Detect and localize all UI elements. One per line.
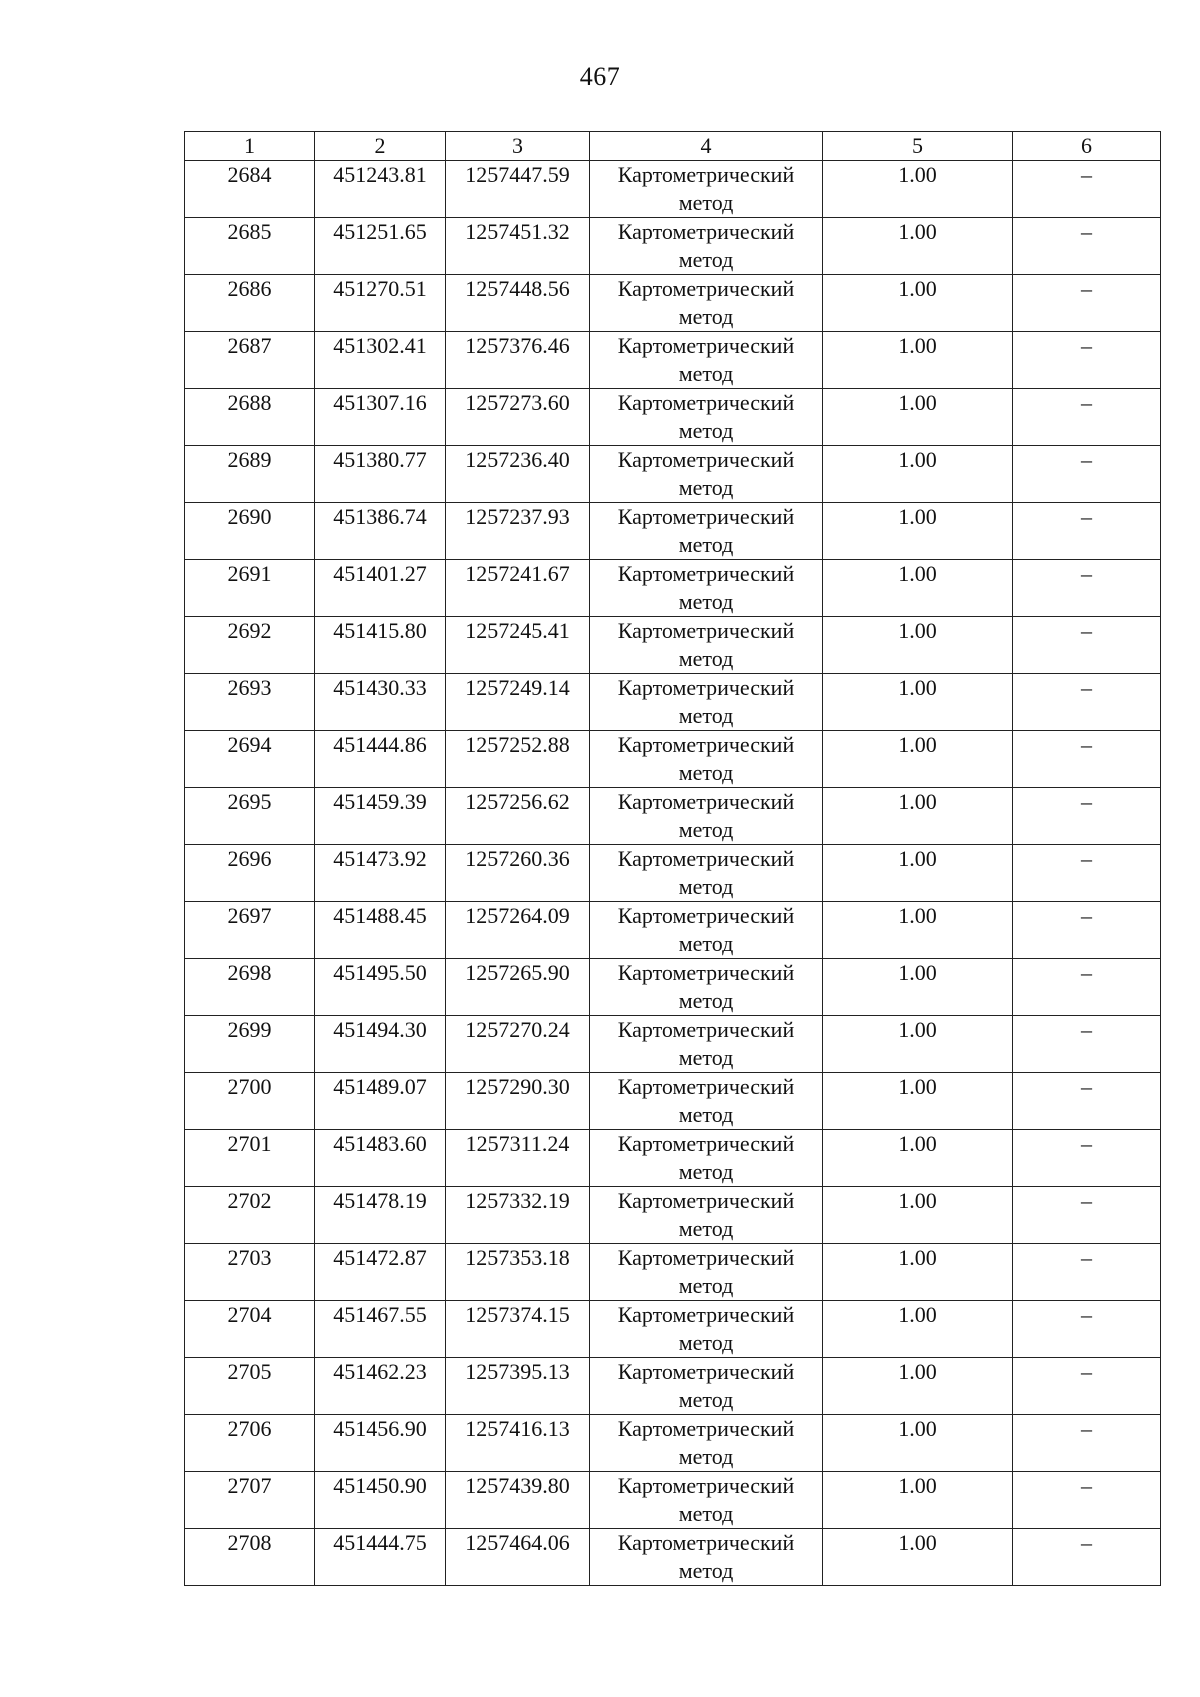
- table-row: [185, 788, 1161, 845]
- point-number-cell: 2696: [185, 845, 315, 902]
- note-dash: –: [1081, 1302, 1092, 1327]
- method-text-line-2: метод: [678, 304, 734, 329]
- note-dash: –: [1081, 1131, 1092, 1156]
- table-row: [185, 161, 1161, 218]
- method-cell: [590, 1472, 823, 1529]
- method-text-line-2: метод: [678, 418, 734, 443]
- method-text-line-2: метод: [678, 1102, 734, 1127]
- y-coordinate-cell: 1257252.88: [446, 731, 590, 788]
- accuracy-cell: 1.00: [823, 902, 1013, 959]
- note-cell: [1013, 617, 1161, 674]
- note-cell: [1013, 1358, 1161, 1415]
- note-cell: [1013, 1472, 1161, 1529]
- column-header-6: 6: [1013, 132, 1161, 161]
- y-coordinate-cell: 1257439.80: [446, 1472, 590, 1529]
- method-cell: [590, 218, 823, 275]
- method-cell: [590, 788, 823, 845]
- method-text-line-1: Картометрический: [617, 675, 795, 700]
- accuracy-cell: 1.00: [823, 1301, 1013, 1358]
- method-cell: [590, 845, 823, 902]
- y-coordinate-cell: 1257256.62: [446, 788, 590, 845]
- table-row: [185, 731, 1161, 788]
- accuracy-cell: 1.00: [823, 617, 1013, 674]
- point-number-cell: 2694: [185, 731, 315, 788]
- y-coordinate-cell: 1257273.60: [446, 389, 590, 446]
- note-dash: –: [1081, 1473, 1092, 1498]
- x-coordinate-cell: 451488.45: [315, 902, 446, 959]
- x-coordinate-cell: 451270.51: [315, 275, 446, 332]
- method-text-line-1: Картометрический: [617, 1188, 795, 1213]
- note-cell: [1013, 902, 1161, 959]
- table-row: [185, 959, 1161, 1016]
- x-coordinate-cell: 451462.23: [315, 1358, 446, 1415]
- x-coordinate-cell: 451444.86: [315, 731, 446, 788]
- x-coordinate-cell: 451243.81: [315, 161, 446, 218]
- method-text-line-1: Картометрический: [617, 1416, 795, 1441]
- note-dash: –: [1081, 1530, 1092, 1555]
- method-cell: [590, 1130, 823, 1187]
- method-text-line-2: метод: [678, 532, 734, 557]
- y-coordinate-cell: 1257290.30: [446, 1073, 590, 1130]
- note-cell: [1013, 161, 1161, 218]
- note-cell: [1013, 1130, 1161, 1187]
- point-number-cell: 2687: [185, 332, 315, 389]
- note-dash: –: [1081, 276, 1092, 301]
- method-text-line-1: Картометрический: [617, 561, 795, 586]
- method-text-line-1: Картометрический: [617, 219, 795, 244]
- note-cell: [1013, 332, 1161, 389]
- method-text-line-2: метод: [678, 988, 734, 1013]
- accuracy-cell: 1.00: [823, 1130, 1013, 1187]
- method-text-line-2: метод: [678, 1159, 734, 1184]
- note-cell: [1013, 1301, 1161, 1358]
- point-number-cell: 2689: [185, 446, 315, 503]
- x-coordinate-cell: 451473.92: [315, 845, 446, 902]
- note-cell: [1013, 1016, 1161, 1073]
- x-coordinate-cell: 451489.07: [315, 1073, 446, 1130]
- method-text-line-1: Картометрический: [617, 960, 795, 985]
- table-row: [185, 275, 1161, 332]
- point-number-cell: 2698: [185, 959, 315, 1016]
- method-text-line-2: метод: [678, 1330, 734, 1355]
- method-text-line-2: метод: [678, 646, 734, 671]
- point-number-cell: 2688: [185, 389, 315, 446]
- y-coordinate-cell: 1257265.90: [446, 959, 590, 1016]
- method-text-line-2: метод: [678, 589, 734, 614]
- note-dash: –: [1081, 504, 1092, 529]
- x-coordinate-cell: 451444.75: [315, 1529, 446, 1586]
- accuracy-cell: 1.00: [823, 332, 1013, 389]
- note-dash: –: [1081, 675, 1092, 700]
- note-cell: [1013, 1529, 1161, 1586]
- x-coordinate-cell: 451307.16: [315, 389, 446, 446]
- x-coordinate-cell: 451494.30: [315, 1016, 446, 1073]
- method-cell: [590, 332, 823, 389]
- method-text-line-2: метод: [678, 817, 734, 842]
- method-cell: [590, 1073, 823, 1130]
- note-dash: –: [1081, 618, 1092, 643]
- method-cell: [590, 1415, 823, 1472]
- table-row: [185, 902, 1161, 959]
- table-row: [185, 1244, 1161, 1301]
- note-cell: [1013, 389, 1161, 446]
- point-number-cell: 2702: [185, 1187, 315, 1244]
- accuracy-cell: 1.00: [823, 1187, 1013, 1244]
- note-cell: [1013, 446, 1161, 503]
- point-number-cell: 2706: [185, 1415, 315, 1472]
- method-cell: [590, 389, 823, 446]
- note-cell: [1013, 674, 1161, 731]
- method-text-line-2: метод: [678, 931, 734, 956]
- table-row: [185, 1358, 1161, 1415]
- method-text-line-1: Картометрический: [617, 732, 795, 757]
- method-text-line-1: Картометрический: [617, 903, 795, 928]
- accuracy-cell: 1.00: [823, 560, 1013, 617]
- accuracy-cell: 1.00: [823, 1358, 1013, 1415]
- point-number-cell: 2697: [185, 902, 315, 959]
- note-dash: –: [1081, 162, 1092, 187]
- x-coordinate-cell: 451467.55: [315, 1301, 446, 1358]
- method-cell: [590, 446, 823, 503]
- method-text-line-2: метод: [678, 190, 734, 215]
- method-text-line-1: Картометрический: [617, 447, 795, 472]
- accuracy-cell: 1.00: [823, 446, 1013, 503]
- page-number: 467: [579, 62, 621, 91]
- method-cell: [590, 731, 823, 788]
- method-cell: [590, 1016, 823, 1073]
- method-text-line-2: метод: [678, 1045, 734, 1070]
- method-cell: [590, 1358, 823, 1415]
- table-row: [185, 560, 1161, 617]
- column-header-2: 2: [315, 132, 446, 161]
- column-header-4: 4: [590, 132, 823, 161]
- y-coordinate-cell: 1257416.13: [446, 1415, 590, 1472]
- point-number-cell: 2699: [185, 1016, 315, 1073]
- accuracy-cell: 1.00: [823, 1016, 1013, 1073]
- method-cell: [590, 959, 823, 1016]
- method-text-line-2: метод: [678, 475, 734, 500]
- method-text-line-1: Картометрический: [617, 618, 795, 643]
- note-cell: [1013, 845, 1161, 902]
- method-cell: [590, 275, 823, 332]
- method-text-line-1: Картометрический: [617, 504, 795, 529]
- y-coordinate-cell: 1257236.40: [446, 446, 590, 503]
- accuracy-cell: 1.00: [823, 1472, 1013, 1529]
- method-cell: [590, 1244, 823, 1301]
- method-text-line-1: Картометрический: [617, 1074, 795, 1099]
- note-dash: –: [1081, 732, 1092, 757]
- method-text-line-2: метод: [678, 361, 734, 386]
- point-number-cell: 2684: [185, 161, 315, 218]
- y-coordinate-cell: 1257249.14: [446, 674, 590, 731]
- y-coordinate-cell: 1257376.46: [446, 332, 590, 389]
- note-cell: [1013, 218, 1161, 275]
- note-dash: –: [1081, 333, 1092, 358]
- point-number-cell: 2704: [185, 1301, 315, 1358]
- accuracy-cell: 1.00: [823, 845, 1013, 902]
- method-text-line-2: метод: [678, 703, 734, 728]
- column-header-1: 1: [185, 132, 315, 161]
- method-cell: [590, 560, 823, 617]
- x-coordinate-cell: 451251.65: [315, 218, 446, 275]
- note-cell: [1013, 788, 1161, 845]
- note-dash: –: [1081, 1245, 1092, 1270]
- table-row: [185, 446, 1161, 503]
- table-row: [185, 332, 1161, 389]
- accuracy-cell: 1.00: [823, 731, 1013, 788]
- note-cell: [1013, 1244, 1161, 1301]
- method-text-line-1: Картометрический: [617, 1131, 795, 1156]
- method-cell: [590, 674, 823, 731]
- table-header: [185, 132, 1161, 161]
- x-coordinate-cell: 451450.90: [315, 1472, 446, 1529]
- y-coordinate-cell: 1257241.67: [446, 560, 590, 617]
- y-coordinate-cell: 1257448.56: [446, 275, 590, 332]
- table-row: [185, 1073, 1161, 1130]
- method-text-line-1: Картометрический: [617, 1017, 795, 1042]
- method-text-line-1: Картометрический: [617, 1245, 795, 1270]
- table-row: [185, 1472, 1161, 1529]
- table-row: [185, 617, 1161, 674]
- method-text-line-2: метод: [678, 1501, 734, 1526]
- method-text-line-2: метод: [678, 1558, 734, 1583]
- note-dash: –: [1081, 1416, 1092, 1441]
- point-number-cell: 2690: [185, 503, 315, 560]
- column-header-3: 3: [446, 132, 590, 161]
- table-row: [185, 674, 1161, 731]
- method-cell: [590, 1187, 823, 1244]
- y-coordinate-cell: 1257237.93: [446, 503, 590, 560]
- method-cell: [590, 617, 823, 674]
- y-coordinate-cell: 1257311.24: [446, 1130, 590, 1187]
- note-dash: –: [1081, 1074, 1092, 1099]
- table-body: [185, 161, 1161, 1586]
- accuracy-cell: 1.00: [823, 275, 1013, 332]
- note-dash: –: [1081, 219, 1092, 244]
- x-coordinate-cell: 451401.27: [315, 560, 446, 617]
- method-text-line-1: Картометрический: [617, 1473, 795, 1498]
- note-dash: –: [1081, 447, 1092, 472]
- y-coordinate-cell: 1257353.18: [446, 1244, 590, 1301]
- header-row: [185, 132, 1161, 161]
- y-coordinate-cell: 1257260.36: [446, 845, 590, 902]
- y-coordinate-cell: 1257264.09: [446, 902, 590, 959]
- y-coordinate-cell: 1257374.15: [446, 1301, 590, 1358]
- note-cell: [1013, 1415, 1161, 1472]
- note-dash: –: [1081, 789, 1092, 814]
- y-coordinate-cell: 1257451.32: [446, 218, 590, 275]
- column-header-5: 5: [823, 132, 1013, 161]
- x-coordinate-cell: 451472.87: [315, 1244, 446, 1301]
- y-coordinate-cell: 1257332.19: [446, 1187, 590, 1244]
- method-text-line-2: метод: [678, 874, 734, 899]
- note-cell: [1013, 275, 1161, 332]
- table-row: [185, 1529, 1161, 1586]
- point-number-cell: 2700: [185, 1073, 315, 1130]
- note-cell: [1013, 1187, 1161, 1244]
- accuracy-cell: 1.00: [823, 674, 1013, 731]
- x-coordinate-cell: 451380.77: [315, 446, 446, 503]
- method-text-line-2: метод: [678, 247, 734, 272]
- accuracy-cell: 1.00: [823, 1529, 1013, 1586]
- method-text-line-1: Картометрический: [617, 789, 795, 814]
- point-number-cell: 2701: [185, 1130, 315, 1187]
- x-coordinate-cell: 451456.90: [315, 1415, 446, 1472]
- table-row: [185, 1130, 1161, 1187]
- x-coordinate-cell: 451430.33: [315, 674, 446, 731]
- x-coordinate-cell: 451459.39: [315, 788, 446, 845]
- accuracy-cell: 1.00: [823, 959, 1013, 1016]
- table-row: [185, 218, 1161, 275]
- point-number-cell: 2707: [185, 1472, 315, 1529]
- method-text-line-2: метод: [678, 1216, 734, 1241]
- note-cell: [1013, 731, 1161, 788]
- method-text-line-1: Картометрический: [617, 390, 795, 415]
- table-row: [185, 503, 1161, 560]
- table-row: [185, 1301, 1161, 1358]
- method-text-line-1: Картометрический: [617, 1302, 795, 1327]
- table-row: [185, 1415, 1161, 1472]
- point-number-cell: 2685: [185, 218, 315, 275]
- method-text-line-1: Картометрический: [617, 162, 795, 187]
- point-number-cell: 2695: [185, 788, 315, 845]
- y-coordinate-cell: 1257270.24: [446, 1016, 590, 1073]
- y-coordinate-cell: 1257395.13: [446, 1358, 590, 1415]
- point-number-cell: 2705: [185, 1358, 315, 1415]
- point-number-cell: 2692: [185, 617, 315, 674]
- method-text-line-1: Картометрический: [617, 1530, 795, 1555]
- x-coordinate-cell: 451386.74: [315, 503, 446, 560]
- note-dash: –: [1081, 1017, 1092, 1042]
- point-number-cell: 2708: [185, 1529, 315, 1586]
- y-coordinate-cell: 1257245.41: [446, 617, 590, 674]
- note-cell: [1013, 560, 1161, 617]
- point-number-cell: 2686: [185, 275, 315, 332]
- table-row: [185, 845, 1161, 902]
- note-dash: –: [1081, 561, 1092, 586]
- method-text-line-1: Картометрический: [617, 333, 795, 358]
- method-cell: [590, 161, 823, 218]
- note-dash: –: [1081, 1188, 1092, 1213]
- note-cell: [1013, 503, 1161, 560]
- accuracy-cell: 1.00: [823, 161, 1013, 218]
- note-dash: –: [1081, 903, 1092, 928]
- point-number-cell: 2703: [185, 1244, 315, 1301]
- point-number-cell: 2693: [185, 674, 315, 731]
- method-cell: [590, 1301, 823, 1358]
- accuracy-cell: 1.00: [823, 389, 1013, 446]
- method-text-line-2: метод: [678, 760, 734, 785]
- accuracy-cell: 1.00: [823, 788, 1013, 845]
- y-coordinate-cell: 1257447.59: [446, 161, 590, 218]
- accuracy-cell: 1.00: [823, 218, 1013, 275]
- method-cell: [590, 902, 823, 959]
- method-cell: [590, 503, 823, 560]
- accuracy-cell: 1.00: [823, 1415, 1013, 1472]
- method-text-line-1: Картометрический: [617, 846, 795, 871]
- method-text-line-2: метод: [678, 1444, 734, 1469]
- accuracy-cell: 1.00: [823, 503, 1013, 560]
- coordinates-table: [184, 131, 1161, 1586]
- method-text-line-2: метод: [678, 1387, 734, 1412]
- x-coordinate-cell: 451415.80: [315, 617, 446, 674]
- x-coordinate-cell: 451302.41: [315, 332, 446, 389]
- table-row: [185, 1016, 1161, 1073]
- x-coordinate-cell: 451483.60: [315, 1130, 446, 1187]
- table-row: [185, 389, 1161, 446]
- x-coordinate-cell: 451495.50: [315, 959, 446, 1016]
- point-number-cell: 2691: [185, 560, 315, 617]
- note-dash: –: [1081, 390, 1092, 415]
- method-text-line-1: Картометрический: [617, 276, 795, 301]
- table-row: [185, 1187, 1161, 1244]
- method-text-line-1: Картометрический: [617, 1359, 795, 1384]
- y-coordinate-cell: 1257464.06: [446, 1529, 590, 1586]
- accuracy-cell: 1.00: [823, 1244, 1013, 1301]
- note-dash: –: [1081, 1359, 1092, 1384]
- accuracy-cell: 1.00: [823, 1073, 1013, 1130]
- method-text-line-2: метод: [678, 1273, 734, 1298]
- note-cell: [1013, 959, 1161, 1016]
- note-dash: –: [1081, 846, 1092, 871]
- note-cell: [1013, 1073, 1161, 1130]
- method-cell: [590, 1529, 823, 1586]
- x-coordinate-cell: 451478.19: [315, 1187, 446, 1244]
- note-dash: –: [1081, 960, 1092, 985]
